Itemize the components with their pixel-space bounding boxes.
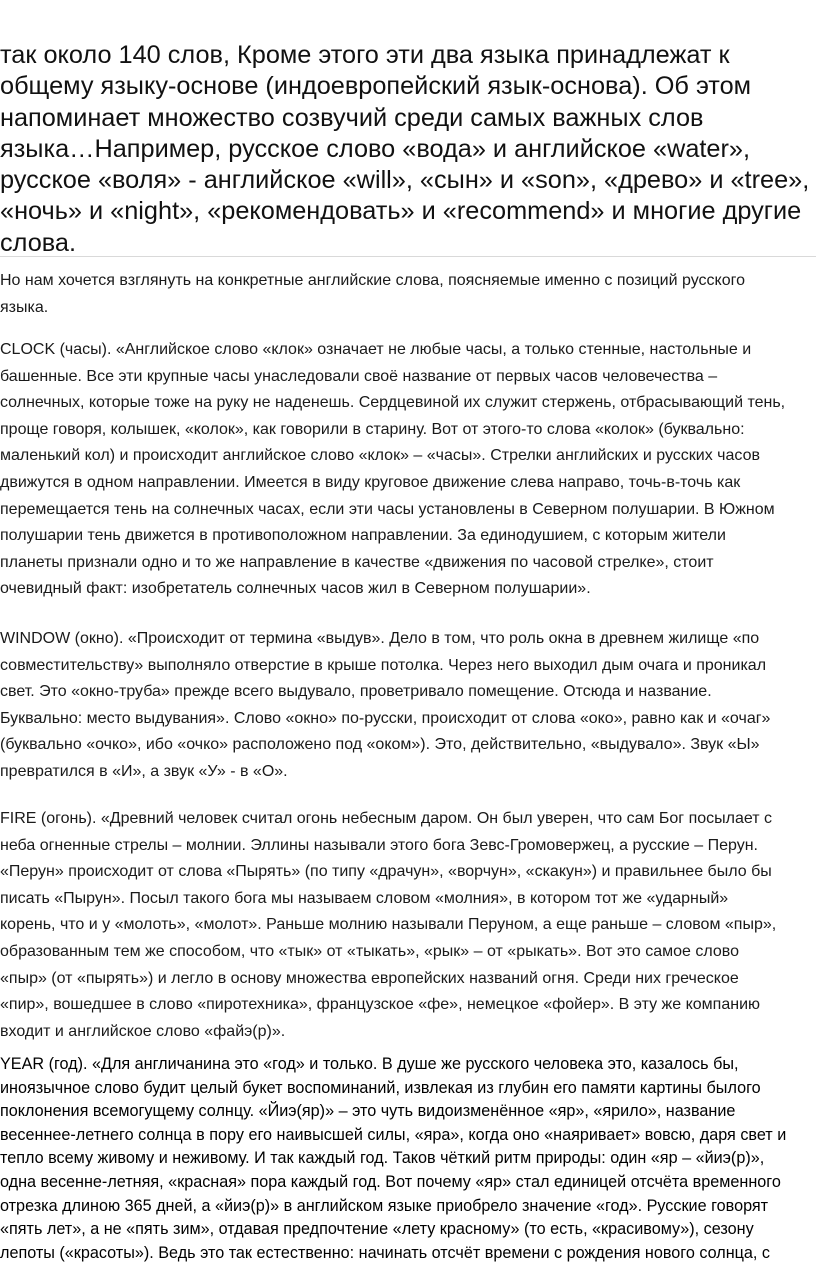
paragraph-line: CLOCK (часы). «Английское слово «клок» означает не любые часы, а только стенные, настольные и: [0, 341, 752, 358]
paragraph-line: языка.: [0, 298, 49, 316]
paragraph-line: «Перун» происходит от слова «Пырять» (по типу «драчун», «ворчун», «скакун») и правильнее было бы: [0, 863, 772, 881]
paragraph-line: корень, что и у «молоть», «молот». Раньше молнию называли Перуном, а еще раньше – словом «пыр»,: [0, 916, 777, 934]
paragraph-intro: [0, 268, 816, 321]
paragraph-line: полушарии тень движется в противоположном направлении. За единодушием, с которым жители: [0, 527, 726, 545]
paragraph-line: входит и английское слово «файэ(р)».: [0, 1022, 286, 1040]
paragraph-line: проще говоря, колышек, «колок», как говорили в старину. Вот от этого-то слова «колок» (буквально:: [0, 420, 745, 438]
paragraph-line: образованным тем же способом, что «тык» от «тыкать», «рык» – от «рыкать». Вот это самое слово: [0, 942, 740, 960]
paragraph-line: писать «Пырун». Посыл такого бога мы называем словом «молния», в котором тот же «ударный»: [0, 889, 729, 907]
paragraph-line: иноязычное слово будит целый букет воспоминаний, извлекая из глубин его памяти картины былого: [0, 1078, 761, 1097]
paragraph-line: (буквально «очко», ибо «очко» расположено под «оком»). Это, действительно, «выдувало». Звук «Ы»: [0, 736, 760, 754]
paragraph-line: «пир», вошедшее в слово «пиротехника», французское «фе», немецкое «фойер». В эту же компанию: [0, 996, 761, 1014]
intro-line: языка…Например, русское слово «вода» и английское «water»,: [0, 134, 751, 163]
paragraph-line: поклонения всемогущему солнцу. «Йиэ(яр)» – это чуть видоизменённое «яр», «ярило», название: [0, 1102, 736, 1121]
paragraph-line: маленький кол) и происходит английское слово «клок» – «часы». Стрелки английских и русских часов: [0, 447, 760, 465]
paragraph-line: лепоты («красоты»). Ведь это так естественно: начинать отсчёт времени с рождения нового солнца, с: [0, 1243, 771, 1262]
paragraph-line: перемещается тень на солнечных часах, если эти часы установлены в Северном полушарии. В Южном: [0, 500, 775, 518]
paragraph-clock: [0, 337, 816, 603]
paragraph-line: превратился в «И», а звук «У» - в «О».: [0, 762, 288, 780]
section-divider: [0, 256, 816, 257]
intro-line: русское «воля» - английское «will», «сын» и «son», «древо» и «tree»,: [0, 166, 810, 195]
paragraph-line: YEAR (год). «Для англичанина это «год» и только. В душе же русского человека это, казалось бы,: [0, 1055, 739, 1073]
intro-line: общему языку-основе (индоевропейский язык-основа). Об этом: [0, 72, 752, 101]
intro-line: так около 140 слов, Кроме этого эти два языка принадлежат к: [0, 41, 730, 69]
intro-line: напоминает множество созвучий среди самых важных слов: [0, 103, 704, 132]
paragraph-line: башенные. Все эти крупные часы унаследовали своё название от первых часов человечества –: [0, 367, 718, 385]
paragraph-line: движутся в одном направлении. Имеется в виду круговое движение слева направо, точь-в-точь как: [0, 473, 741, 491]
paragraph-line: отрезка длиною 365 дней, а «йиэ(р)» в английском языке приобрело значение «год». Русские говорят: [0, 1196, 769, 1215]
paragraph-line: свет. Это «окно-труба» прежде всего выдувало, проветривало помещение. Отсюда и название.: [0, 683, 712, 701]
paragraph-line: «пять лет», а не «пять зим», отдавая предпочтение «лету красному» (то есть, «красивому»), сезону: [0, 1220, 754, 1239]
paragraph-line: одна весенне-летняя, «красная» пора каждый год. Вот почему «яр» стал единицей отсчёта временного: [0, 1172, 781, 1191]
intro-line: слова.: [0, 228, 77, 257]
paragraph-line: «пыр» (от «пырять») и легло в основу множества европейских названий огня. Среди них греческое: [0, 969, 739, 987]
paragraph-line: неба огненные стрелы – молнии. Эллины называли этого бога Зевс-Громовержец, а русские – Перун.: [0, 836, 758, 854]
paragraph-line: Но нам хочется взглянуть на конкретные английские слова, поясняемые именно с позиций русского: [0, 272, 745, 289]
paragraph-line: тепло всему живому и неживому. И так каждый год. Таков чёткий ритм природы: один «яр – «йиэ(р)»,: [0, 1149, 765, 1168]
paragraph-line: FIRE (огонь). «Древний человек считал огонь небесным даром. Он был уверен, что сам Бог посылает с: [0, 810, 773, 827]
paragraph-year: [0, 1053, 816, 1265]
paragraph-line: совместительству» выполняло отверстие в крыше потолка. Через него выходил дым очага и проникал: [0, 656, 767, 674]
paragraph-line: весеннее-летнего солнца в пору его наивысшей силы, «яра», когда оно «наяривает» вовсю, даря свет и: [0, 1125, 787, 1144]
paragraph-fire: [0, 806, 816, 1045]
paragraph-line: планеты признали одно и то же направление в качестве «движения по часовой стрелке», стоит: [0, 553, 714, 571]
intro-line: «ночь» и «night», «рекомендовать» и «recommend» и многие другие: [0, 197, 802, 226]
paragraph-line: Буквально: место выдувания». Слово «окно» по-русски, происходит от слова «око», равно как и «очаг»: [0, 709, 771, 727]
intro-large-text: [0, 40, 812, 259]
paragraph-line: солнечных, которые тоже на руку не наденешь. Сердцевиной их служит стержень, отбрасывающий тень,: [0, 394, 786, 412]
paragraph-line: WINDOW (окно). «Происходит от термина «выдув». Дело в том, что роль окна в древнем жилище «по: [0, 630, 760, 647]
paragraph-window: [0, 626, 816, 786]
paragraph-line: очевидный факт: изобретатель солнечных часов жил в Северном полушарии».: [0, 580, 591, 598]
